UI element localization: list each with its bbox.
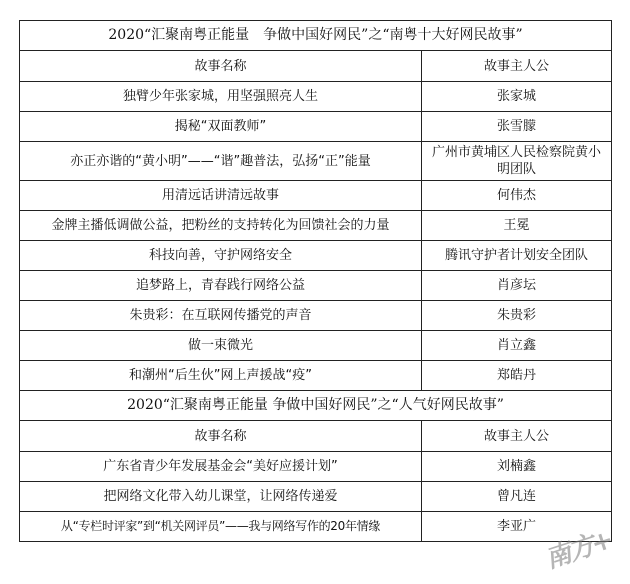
column-header-story: 故事名称: [20, 421, 422, 452]
protagonist: 刘楠鑫: [422, 452, 612, 482]
column-header-protagonist: 故事主人公: [422, 421, 612, 452]
protagonist: 张家城: [422, 82, 612, 112]
protagonist: 郑皓丹: [422, 361, 612, 391]
table-row: [20, 512, 612, 542]
story-name: 做一束微光: [20, 331, 422, 361]
table-row: [20, 361, 612, 391]
story-name: 亦正亦谐的“黄小明”——“谐”趣普法，弘扬“正”能量: [20, 142, 422, 181]
table-header-row: [20, 421, 612, 452]
story-name: 独臂少年张家城，用坚强照亮人生: [20, 82, 422, 112]
protagonist: 何伟杰: [422, 181, 612, 211]
section-title: 2020“汇聚南粤正能量 争做中国好网民”之“南粤十大好网民故事”: [20, 21, 612, 51]
table-row: [20, 271, 612, 301]
story-name: 把网络文化带入幼儿课堂，让网络传递爱: [20, 482, 422, 512]
table-row: [20, 241, 612, 271]
table-row: [20, 181, 612, 211]
table-row: [20, 301, 612, 331]
watermark-logo: 南方+: [541, 525, 616, 575]
protagonist: 李亚广: [422, 512, 612, 542]
story-name: 广东省青少年发展基金会“美好应援计划”: [20, 452, 422, 482]
stories-table: [19, 20, 612, 542]
table-row: [20, 112, 612, 142]
story-name: 用清远话讲清远故事: [20, 181, 422, 211]
table-row: [20, 211, 612, 241]
table-row: [20, 452, 612, 482]
protagonist: 肖立鑫: [422, 331, 612, 361]
story-name: 追梦路上，青春践行网络公益: [20, 271, 422, 301]
story-name: 和潮州“后生伙”网上声援战“疫”: [20, 361, 422, 391]
protagonist: 张雪朦: [422, 112, 612, 142]
protagonist: 广州市黄埔区人民检察院黄小明团队: [422, 142, 612, 181]
protagonist: 王冕: [422, 211, 612, 241]
protagonist: 朱贵彩: [422, 301, 612, 331]
table-header-row: [20, 51, 612, 82]
section-title-row: [20, 21, 612, 51]
column-header-protagonist: 故事主人公: [422, 51, 612, 82]
story-name: 金牌主播低调做公益，把粉丝的支持转化为回馈社会的力量: [20, 211, 422, 241]
protagonist: 腾讯守护者计划安全团队: [422, 241, 612, 271]
section-title-row: [20, 391, 612, 421]
table-row: [20, 482, 612, 512]
table-row: [20, 142, 612, 181]
table-row: [20, 331, 612, 361]
story-name: 揭秘“双面教师”: [20, 112, 422, 142]
table-row: [20, 82, 612, 112]
column-header-story: 故事名称: [20, 51, 422, 82]
story-name: 朱贵彩：在互联网传播党的声音: [20, 301, 422, 331]
story-name: 科技向善，守护网络安全: [20, 241, 422, 271]
section-title: 2020“汇聚南粤正能量 争做中国好网民”之“人气好网民故事”: [20, 391, 612, 421]
story-name: 从“专栏时评家”到“机关网评员”——我与网络写作的20年情缘: [20, 512, 422, 542]
protagonist: 曾凡连: [422, 482, 612, 512]
protagonist: 肖彦坛: [422, 271, 612, 301]
